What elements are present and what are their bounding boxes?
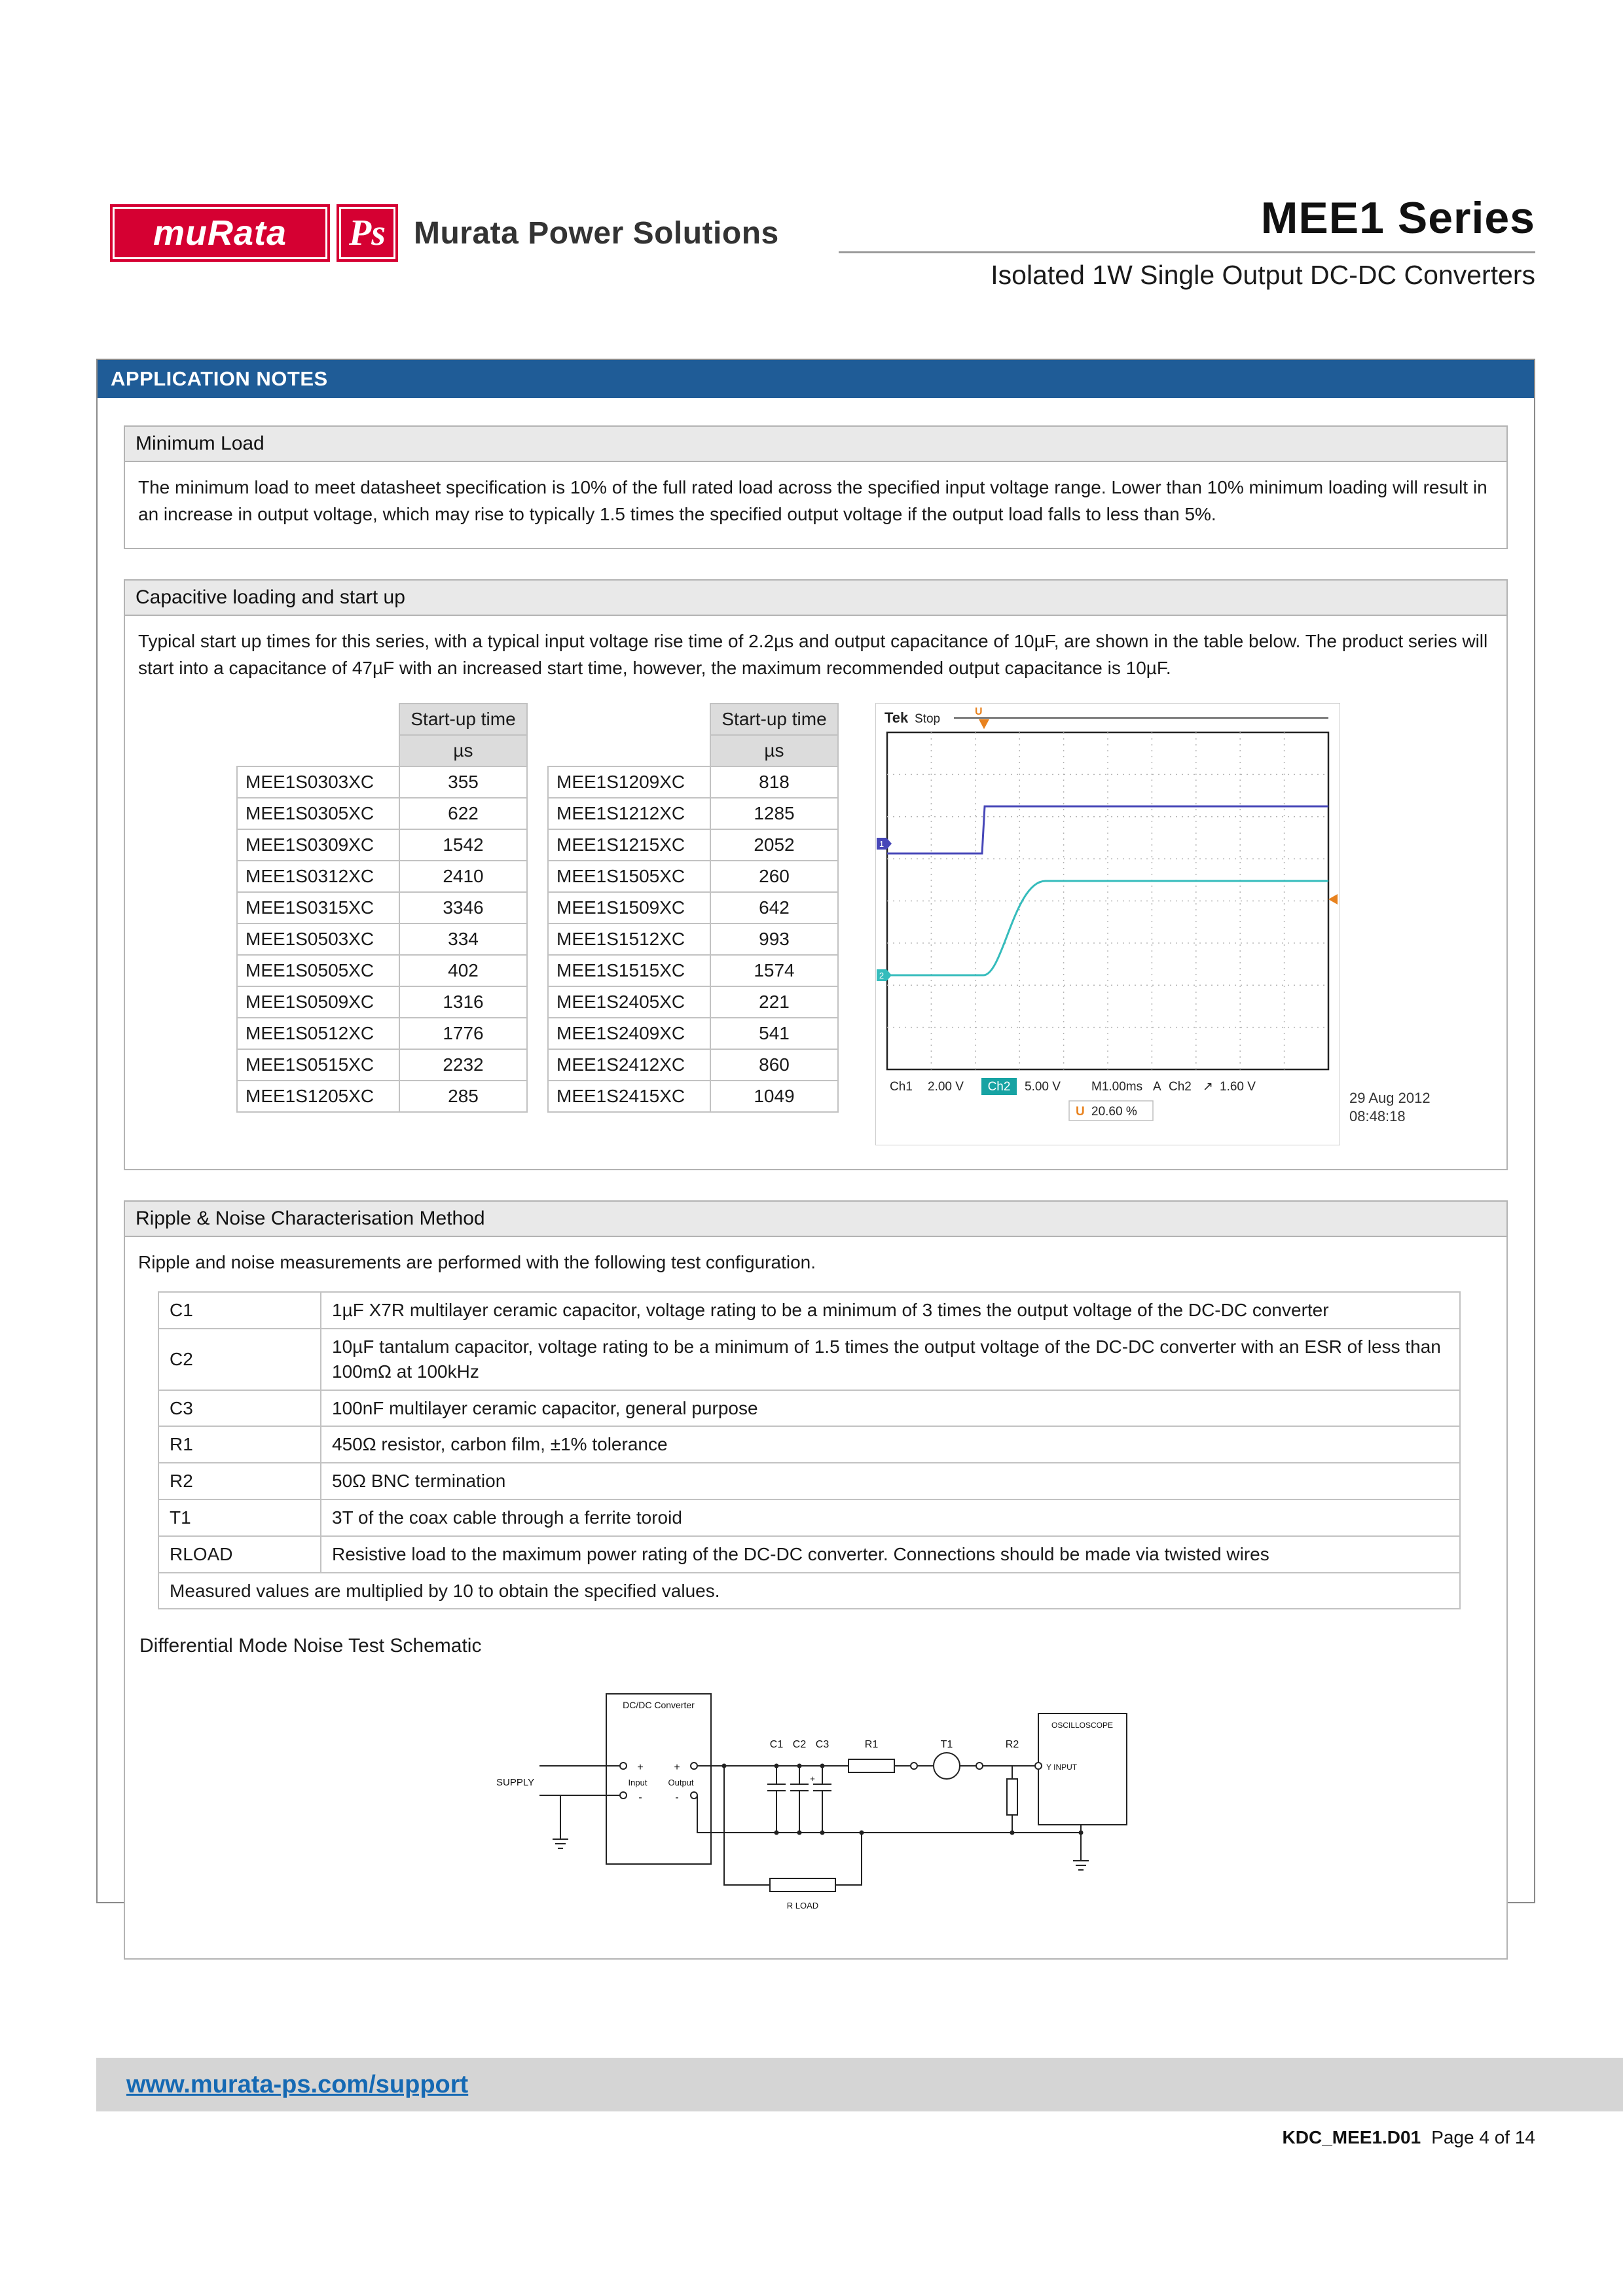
table-row <box>158 1426 1460 1463</box>
model-cell: MEE1S1205XC <box>237 1081 399 1112</box>
value-cell: 1574 <box>710 955 838 986</box>
scope-graticule <box>887 732 1328 1069</box>
model-cell: MEE1S1209XC <box>548 766 710 798</box>
model-cell: MEE1S2409XC <box>548 1018 710 1049</box>
model-cell: MEE1S1215XC <box>548 829 710 861</box>
murata-logo <box>110 204 330 262</box>
value-cell: 2232 <box>399 1049 527 1081</box>
table-row <box>237 986 527 1018</box>
component-cell: T1 <box>158 1499 321 1536</box>
section-minimum-load-title: Minimum Load <box>125 427 1506 462</box>
component-cell: C3 <box>158 1390 321 1427</box>
model-cell: MEE1S0515XC <box>237 1049 399 1081</box>
table-row <box>158 1536 1460 1573</box>
table-header-row <box>237 735 527 766</box>
table-row <box>237 861 527 892</box>
startup-time-header: Start-up time <box>710 704 838 735</box>
table-row <box>548 924 838 955</box>
table-row <box>548 1049 838 1081</box>
table-row <box>158 1499 1460 1536</box>
ripple-config-table <box>158 1291 1461 1609</box>
model-cell: MEE1S1512XC <box>548 924 710 955</box>
scope-run-status: Stop <box>915 711 941 726</box>
table-row <box>158 1292 1460 1329</box>
input-label: Input <box>628 1777 647 1787</box>
table-footnote-row <box>158 1573 1460 1609</box>
header-logo-row <box>110 204 779 262</box>
value-cell: 818 <box>710 766 838 798</box>
section-capacitive-body <box>125 616 1506 1169</box>
model-cell: MEE1S0309XC <box>237 829 399 861</box>
component-cell: R2 <box>158 1463 321 1499</box>
c1-label: C1 <box>769 1738 784 1750</box>
schematic-wires <box>539 1694 1127 1892</box>
y-input-label: Y INPUT <box>1046 1762 1078 1772</box>
value-cell: 860 <box>710 1049 838 1081</box>
ch2-scale: 5.00 V <box>1025 1079 1061 1094</box>
table-row <box>237 955 527 986</box>
murata-logo-text: muRata <box>153 213 287 253</box>
startup-table-left <box>236 703 528 1113</box>
scope-brand: Tek <box>884 709 909 726</box>
component-cell: C2 <box>158 1329 321 1390</box>
description-cell: Resistive load to the maximum power rating of the DC-DC converter. Connections should be made via twisted wires <box>321 1536 1460 1573</box>
table-row <box>548 1081 838 1112</box>
section-minimum-load <box>124 425 1508 549</box>
startup-unit-header: µs <box>710 735 838 766</box>
title-divider <box>839 251 1535 253</box>
output-label: Output <box>668 1777 694 1787</box>
table-header-row <box>237 704 527 735</box>
svg-text:2: 2 <box>879 970 884 980</box>
section-ripple-title: Ripple & Noise Characterisation Method <box>125 1202 1506 1237</box>
doc-number: KDC_MEE1.D01 <box>1282 2127 1421 2147</box>
trigger-coupling: A <box>1153 1079 1161 1094</box>
ch1-scale: 2.00 V <box>928 1079 964 1094</box>
value-cell: 622 <box>399 798 527 829</box>
blank-cell <box>237 735 399 766</box>
model-cell: MEE1S1515XC <box>548 955 710 986</box>
model-cell: MEE1S1212XC <box>548 798 710 829</box>
section-ripple-body <box>125 1237 1506 1958</box>
table-row <box>158 1390 1460 1427</box>
trigger-level: 1.60 V <box>1220 1079 1256 1094</box>
model-cell: MEE1S0315XC <box>237 892 399 924</box>
table-row <box>548 892 838 924</box>
blank-cell <box>548 704 710 735</box>
ch2-label: Ch2 <box>987 1079 1011 1094</box>
dcdc-label: DC/DC Converter <box>623 1699 695 1710</box>
scope-u-marker-label: U <box>975 706 983 717</box>
doc-reference <box>1283 2127 1535 2148</box>
startup-unit-header: µs <box>399 735 527 766</box>
company-name: Murata Power Solutions <box>414 215 779 251</box>
section-capacitive-loading <box>124 579 1508 1170</box>
value-cell: 2410 <box>399 861 527 892</box>
section-minimum-load-body <box>125 462 1506 548</box>
application-notes-panel <box>96 359 1535 1910</box>
r2-label: R2 <box>1005 1738 1019 1750</box>
model-cell: MEE1S0509XC <box>237 986 399 1018</box>
model-cell: MEE1S0503XC <box>237 924 399 955</box>
table-row <box>237 1049 527 1081</box>
timebase: M1.00ms <box>1091 1079 1143 1094</box>
capacitive-paragraph: Typical start up times for this series, with a typical input voltage rise time of 2.2µs and output capacitance of 10µF, are shown in the table below. The product series will start into a capacitance of 47µF with an increased start time, however, the maximum recommended output capacitance is 10µF. <box>138 630 1488 679</box>
footnote-cell: Measured values are multiplied by 10 to obtain the specified values. <box>158 1573 1460 1609</box>
table-row <box>548 955 838 986</box>
table-header-row <box>548 735 838 766</box>
input-plus-label: + <box>637 1761 644 1773</box>
component-cell: RLOAD <box>158 1536 321 1573</box>
section-ripple-noise <box>124 1200 1508 1960</box>
value-cell: 993 <box>710 924 838 955</box>
model-cell: MEE1S0312XC <box>237 861 399 892</box>
oscilloscope-screenshot-wrap <box>875 703 1431 1145</box>
model-cell: MEE1S1505XC <box>548 861 710 892</box>
blank-cell <box>237 704 399 735</box>
table-row <box>548 798 838 829</box>
description-cell: 3T of the coax cable through a ferrite toroid <box>321 1499 1460 1536</box>
value-cell: 402 <box>399 955 527 986</box>
oscilloscope-screenshot <box>875 703 1340 1145</box>
value-cell: 260 <box>710 861 838 892</box>
value-cell: 1285 <box>710 798 838 829</box>
model-cell: MEE1S2412XC <box>548 1049 710 1081</box>
value-cell: 1316 <box>399 986 527 1018</box>
table-row <box>237 892 527 924</box>
scope-date: 29 Aug 2012 <box>1349 1089 1431 1106</box>
ps-logo <box>337 204 398 262</box>
component-cell: C1 <box>158 1292 321 1329</box>
table-row <box>548 766 838 798</box>
footer-bar <box>96 2058 1623 2111</box>
minimum-load-paragraph: The minimum load to meet datasheet specification is 10% of the full rated load across the specified input voltage range. Lower than 10% minimum loading will result in an increase in output voltage, which may rise to typically 1.5 times the specified output voltage if the output load falls to less than 5%. <box>138 477 1487 525</box>
svg-text:1: 1 <box>879 838 884 849</box>
table-row <box>548 861 838 892</box>
component-cell: R1 <box>158 1426 321 1463</box>
duty-value: 20.60 % <box>1091 1104 1137 1119</box>
trigger-source: Ch2 <box>1169 1079 1192 1094</box>
table-row <box>548 829 838 861</box>
startup-time-header: Start-up time <box>399 704 527 735</box>
table-row <box>237 798 527 829</box>
output-minus-label: - <box>675 1791 679 1803</box>
scope-time: 08:48:18 <box>1349 1108 1406 1125</box>
application-notes-content <box>98 398 1534 1960</box>
page-subtitle: Isolated 1W Single Output DC-DC Converters <box>991 260 1535 290</box>
startup-table-right <box>547 703 839 1113</box>
c3-label: C3 <box>815 1738 830 1750</box>
value-cell: 285 <box>399 1081 527 1112</box>
description-cell: 100nF multilayer ceramic capacitor, general purpose <box>321 1390 1460 1427</box>
model-cell: MEE1S0303XC <box>237 766 399 798</box>
ch1-label: Ch1 <box>890 1079 913 1094</box>
description-cell: 50Ω BNC termination <box>321 1463 1460 1499</box>
t1-label: T1 <box>940 1738 953 1750</box>
schematic-title: Differential Mode Noise Test Schematic <box>139 1635 482 1657</box>
trigger-slope-icon: ↗ <box>1203 1079 1213 1094</box>
value-cell: 334 <box>399 924 527 955</box>
value-cell: 642 <box>710 892 838 924</box>
application-notes-banner: APPLICATION NOTES <box>98 360 1534 398</box>
title-block <box>839 192 1535 291</box>
duty-marker: U <box>1076 1104 1085 1119</box>
ripple-paragraph: Ripple and noise measurements are performed with the following test configuration. <box>138 1251 816 1272</box>
table-row <box>548 1018 838 1049</box>
value-cell: 1542 <box>399 829 527 861</box>
description-cell: 1µF X7R multilayer ceramic capacitor, voltage rating to be a minimum of 3 times the output voltage of the DC-DC converter <box>321 1292 1460 1329</box>
table-row <box>158 1463 1460 1499</box>
page-number: Page 4 of 14 <box>1431 2127 1535 2147</box>
value-cell: 221 <box>710 986 838 1018</box>
value-cell: 2052 <box>710 829 838 861</box>
model-cell: MEE1S1509XC <box>548 892 710 924</box>
table-row <box>237 1018 527 1049</box>
page-title: MEE1 Series <box>1260 193 1535 243</box>
noise-test-schematic <box>495 1668 1137 1929</box>
model-cell: MEE1S0512XC <box>237 1018 399 1049</box>
table-row <box>237 829 527 861</box>
rload-label: R LOAD <box>786 1900 819 1910</box>
table-row <box>237 766 527 798</box>
support-link[interactable]: www.murata-ps.com/support <box>126 2070 469 2098</box>
value-cell: 1049 <box>710 1081 838 1112</box>
table-row <box>237 1081 527 1112</box>
value-cell: 1776 <box>399 1018 527 1049</box>
table-row <box>548 986 838 1018</box>
value-cell: 355 <box>399 766 527 798</box>
supply-label: SUPPLY <box>496 1776 535 1788</box>
section-capacitive-title: Capacitive loading and start up <box>125 581 1506 616</box>
table-row <box>158 1329 1460 1390</box>
scope-datetime <box>1349 1089 1431 1126</box>
value-cell: 541 <box>710 1018 838 1049</box>
r1-label: R1 <box>864 1738 879 1750</box>
table-row <box>237 924 527 955</box>
startup-data-row <box>236 703 1493 1145</box>
c2-label: C2 <box>792 1738 807 1750</box>
model-cell: MEE1S2415XC <box>548 1081 710 1112</box>
model-cell: MEE1S0505XC <box>237 955 399 986</box>
model-cell: MEE1S0305XC <box>237 798 399 829</box>
model-cell: MEE1S2405XC <box>548 986 710 1018</box>
description-cell: 10µF tantalum capacitor, voltage rating to be a minimum of 1.5 times the output voltage of the DC-DC converter with an ESR of less than 100mΩ at 100kHz <box>321 1329 1460 1390</box>
table-header-row <box>548 704 838 735</box>
value-cell: 3346 <box>399 892 527 924</box>
output-plus-label: + <box>674 1761 680 1773</box>
oscilloscope-label: OSCILLOSCOPE <box>1051 1720 1114 1730</box>
description-cell: 450Ω resistor, carbon film, ±1% tolerance <box>321 1426 1460 1463</box>
c2-polarity-label: + <box>810 1773 815 1784</box>
blank-cell <box>548 735 710 766</box>
input-minus-label: - <box>638 1791 642 1803</box>
ps-logo-text: Ps <box>349 213 386 253</box>
